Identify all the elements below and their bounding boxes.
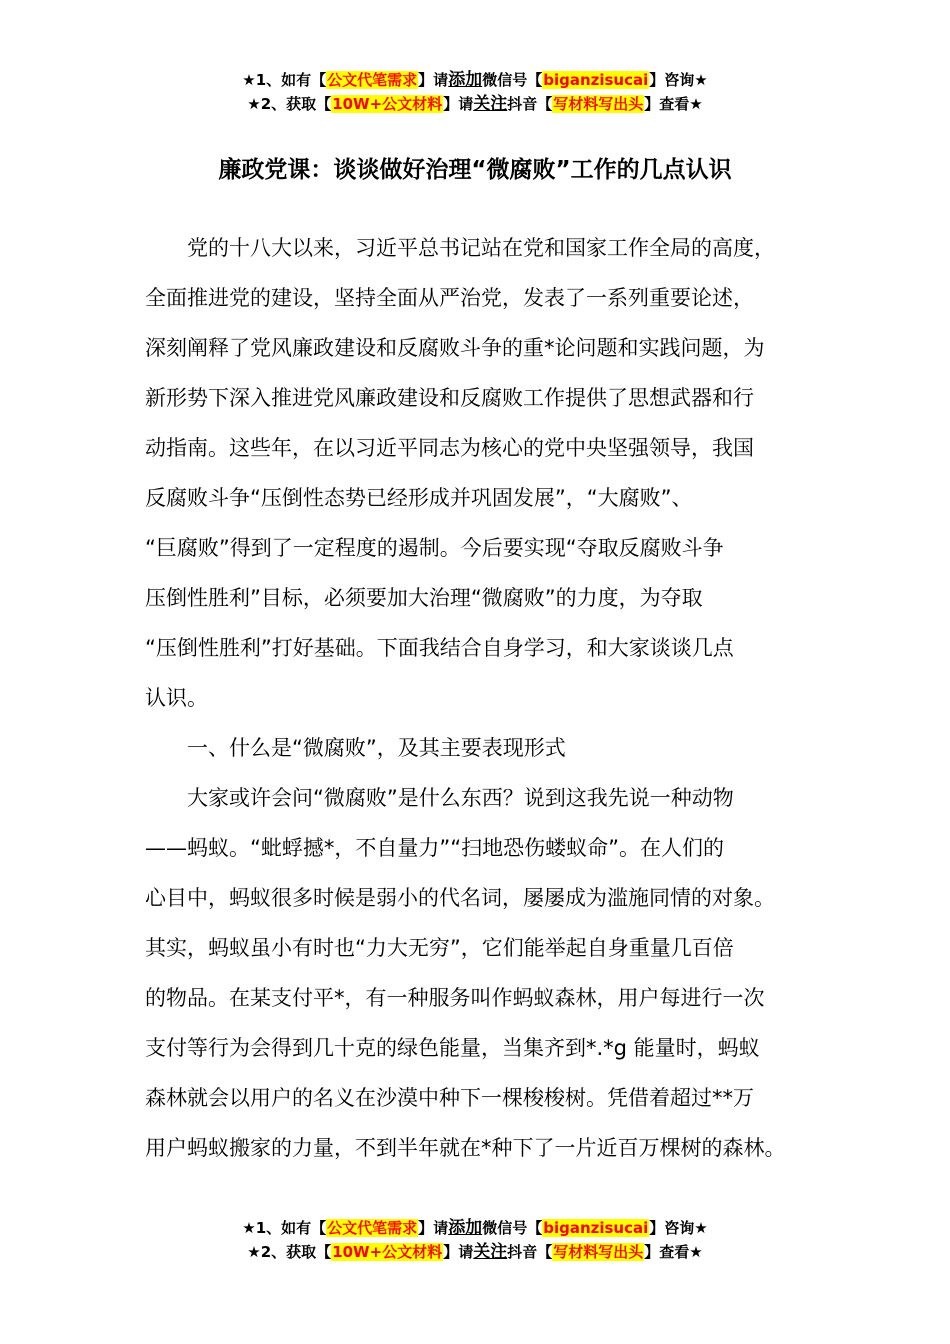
emphasis-add: 添加 (448, 1218, 483, 1238)
emphasis-follow: 关注 (473, 1242, 508, 1262)
highlight-wechat-id: biganzisucai (543, 1219, 649, 1237)
text-line: 其实，蚂蚁虽小有时也“力大无穷”，它们能举起自身重量几百倍 (145, 936, 734, 960)
highlight-service: 公文代笔需求 (327, 71, 418, 89)
text-line: 全面推进党的建设，坚持全面从严治党，发表了一系列重要论述， (145, 286, 754, 310)
banner-line-1: ★1、如有【公文代笔需求】请添加微信号【biganzisucai】咨询★ (242, 70, 708, 90)
text-line: 反腐败斗争“压倒性态势已经形成并巩固发展”，“大腐败”、 (145, 486, 693, 510)
text-line: 森林就会以用户的名义在沙漠中种下一棵梭梭树。凭借着超过**万 (145, 1086, 754, 1110)
text-line: 用户蚂蚁搬家的力量，不到半年就在*种下了一片近百万棵树的森林。 (145, 1136, 786, 1160)
text-line: 新形势下深入推进党风廉政建设和反腐败工作提供了思想武器和行 (145, 386, 754, 410)
text-line: 大家或许会问“微腐败”是什么东西？说到这我先说一种动物 (145, 786, 734, 810)
banner-line-2: ★2、获取【10W+公文材料】请关注抖音【写材料写出头】查看★ (247, 1242, 703, 1262)
highlight-douyin: 写材料写出头 (553, 1243, 644, 1261)
text-line: “压倒性胜利”打好基础。下面我结合自身学习，和大家谈谈几点 (145, 636, 734, 660)
text-line: 认识。 (145, 686, 208, 710)
banner-line-1: ★1、如有【公文代笔需求】请添加微信号【biganzisucai】咨询★ (242, 1218, 708, 1238)
banner-line-2: ★2、获取【10W+公文材料】请关注抖音【写材料写出头】查看★ (247, 94, 703, 114)
emphasis-add: 添加 (448, 70, 483, 90)
highlight-service: 公文代笔需求 (327, 1219, 418, 1237)
highlight-douyin: 写材料写出头 (553, 95, 644, 113)
text-line: 动指南。这些年，在以习近平同志为核心的党中央坚强领导，我国 (145, 436, 754, 460)
section-heading: 一、什么是“微腐败”，及其主要表现形式 (145, 736, 566, 760)
highlight-materials: 10W+公文材料 (332, 1243, 443, 1261)
highlight-materials: 10W+公文材料 (332, 95, 443, 113)
text-line: 的物品。在某支付平*，有一种服务叫作蚂蚁森林，用户每进行一次 (145, 986, 765, 1010)
text-line: 支付等行为会得到几十克的绿色能量，当集齐到*.*g 能量时，蚂蚁 (145, 1036, 760, 1060)
header-banner (0, 68, 950, 116)
document-title: 廉政党课：谈谈做好治理“微腐败”工作的几点认识 (218, 157, 732, 183)
text-line: “巨腐败”得到了一定程度的遏制。今后要实现“夺取反腐败斗争 (145, 536, 724, 560)
footer-banner (0, 1216, 950, 1264)
text-line: 心目中，蚂蚁很多时候是弱小的代名词，屡屡成为滥施同情的对象。 (145, 886, 775, 910)
text-line: 深刻阐释了党风廉政建设和反腐败斗争的重*论问题和实践问题，为 (145, 336, 765, 360)
highlight-wechat-id: biganzisucai (543, 71, 649, 89)
document-body (145, 223, 817, 1173)
text-line: ——蚂蚁。“蚍蜉撼*，不自量力”“扫地恐伤蝼蚁命”。在人们的 (145, 836, 725, 860)
emphasis-follow: 关注 (473, 94, 508, 114)
text-line: 党的十八大以来，习近平总书记站在党和国家工作全局的高度， (145, 236, 775, 260)
text-line: 压倒性胜利”目标，必须要加大治理“微腐败”的力度，为夺取 (145, 586, 703, 610)
